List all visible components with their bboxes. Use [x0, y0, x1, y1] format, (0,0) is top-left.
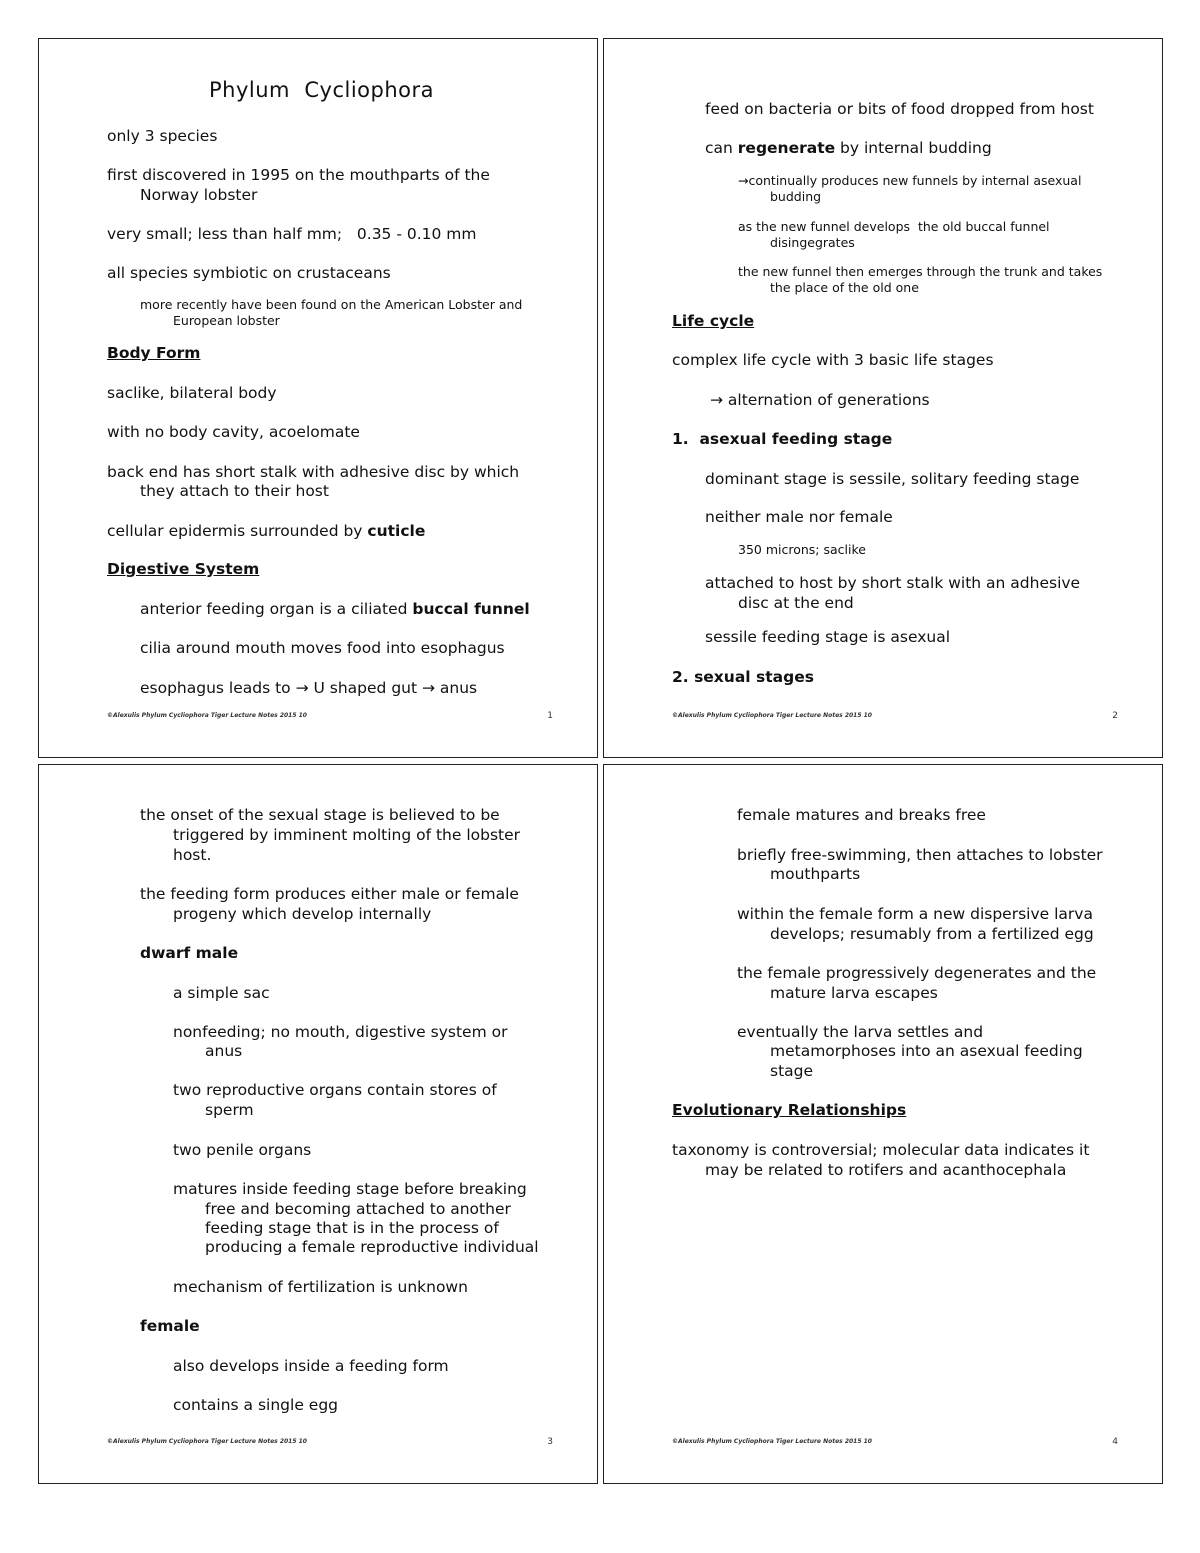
slide-2	[603, 38, 1163, 758]
slide-footer: ©Alexulis Phylum Cycliophora Tiger Lecture Notes 2015 10	[107, 712, 307, 719]
text-line: disc at the end	[738, 594, 854, 612]
text-line: they attach to their host	[140, 482, 329, 500]
text-line: with no body cavity, acoelomate	[107, 423, 360, 441]
text-line: taxonomy is controversial; molecular data indicates it	[672, 1141, 1090, 1159]
slide-1	[38, 38, 598, 758]
subsection-heading: dwarf male	[140, 944, 239, 962]
text-line: producing a female reproductive individual	[205, 1238, 539, 1256]
text-line: the place of the old one	[770, 280, 919, 295]
slide-footer: ©Alexulis Phylum Cycliophora Tiger Lecture Notes 2015 10	[672, 1438, 872, 1445]
text-line: only 3 species	[107, 127, 218, 145]
text-line: first discovered in 1995 on the mouthparts of the	[107, 166, 490, 184]
text-line: very small; less than half mm; 0.35 - 0.10 mm	[107, 225, 477, 243]
text-line: also develops inside a feeding form	[173, 1357, 449, 1375]
stage-heading: 2. sexual stages	[672, 668, 814, 686]
text-line: European lobster	[173, 313, 280, 328]
text-line: matures inside feeding stage before breaking	[173, 1180, 527, 1198]
text-line: stage	[770, 1062, 814, 1080]
text-line: neither male nor female	[705, 508, 893, 526]
text-line: 350 microns; saclike	[738, 542, 866, 557]
text-line: contains a single egg	[173, 1396, 338, 1414]
page-number: 4	[1112, 1437, 1118, 1447]
slide-footer: ©Alexulis Phylum Cycliophora Tiger Lecture Notes 2015 10	[672, 712, 872, 719]
text-line: as the new funnel develops the old buccal funnel	[738, 219, 1050, 234]
text-line: feeding stage that is in the process of	[205, 1219, 499, 1237]
text-line: sessile feeding stage is asexual	[705, 628, 951, 646]
text-line: back end has short stalk with adhesive disc by which	[107, 463, 520, 481]
slide-4	[603, 764, 1163, 1484]
text-line: eventually the larva settles and	[737, 1023, 984, 1041]
text-line: cellular epidermis surrounded by cuticle	[107, 522, 426, 540]
text-line: budding	[770, 189, 822, 204]
text-line: two reproductive organs contain stores of	[173, 1081, 497, 1099]
text-line: may be related to rotifers and acanthocephala	[705, 1161, 1067, 1179]
text-line: within the female form a new dispersive larva	[737, 905, 1093, 923]
text-line: progeny which develop internally	[173, 905, 432, 923]
text-line: two penile organs	[173, 1141, 312, 1159]
text-line: disingegrates	[770, 235, 855, 250]
text-line: the female progressively degenerates and the	[737, 964, 1097, 982]
section-heading: Digestive System	[107, 560, 260, 578]
text-line: all species symbiotic on crustaceans	[107, 264, 391, 282]
section-heading: Evolutionary Relationships	[672, 1101, 907, 1119]
text-line: dominant stage is sessile, solitary feeding stage	[705, 470, 1080, 488]
text-line: free and becoming attached to another	[205, 1200, 511, 1218]
text-line: complex life cycle with 3 basic life stages	[672, 351, 994, 369]
stage-heading: 1. asexual feeding stage	[672, 430, 893, 448]
page-number: 3	[547, 1437, 553, 1447]
text-line: cilia around mouth moves food into esophagus	[140, 639, 505, 657]
text-line: saclike, bilateral body	[107, 384, 277, 402]
text-line: feed on bacteria or bits of food dropped from host	[705, 100, 1094, 118]
text-line: mechanism of fertilization is unknown	[173, 1278, 468, 1296]
text-line: briefly free-swimming, then attaches to lobster	[737, 846, 1103, 864]
text-line: anus	[205, 1042, 243, 1060]
text-line: host.	[173, 846, 212, 864]
text-line: triggered by imminent molting of the lobster	[173, 826, 521, 844]
text-line: mouthparts	[770, 865, 861, 883]
page-number: 2	[1112, 711, 1118, 721]
text-line: sperm	[205, 1101, 254, 1119]
text-line: the onset of the sexual stage is believed to be	[140, 806, 500, 824]
text-line: Norway lobster	[140, 186, 258, 204]
text-line: esophagus leads to → U shaped gut → anus	[140, 679, 478, 697]
text-line: can regenerate by internal budding	[705, 139, 992, 157]
text-line: female matures and breaks free	[737, 806, 986, 824]
slide-3	[38, 764, 598, 1484]
text-line: →continually produces new funnels by internal asexual	[738, 173, 1082, 188]
slide-title: Phylum Cycliophora	[209, 78, 434, 102]
section-heading: Body Form	[107, 344, 201, 362]
text-line: attached to host by short stalk with an adhesive	[705, 574, 1081, 592]
text-line: the feeding form produces either male or female	[140, 885, 519, 903]
text-line: the new funnel then emerges through the trunk and takes	[738, 264, 1103, 279]
text-line: mature larva escapes	[770, 984, 938, 1002]
subsection-heading: female	[140, 1317, 200, 1335]
slide-footer: ©Alexulis Phylum Cycliophora Tiger Lecture Notes 2015 10	[107, 1438, 307, 1445]
text-line: metamorphoses into an asexual feeding	[770, 1042, 1083, 1060]
section-heading: Life cycle	[672, 312, 755, 330]
text-line: a simple sac	[173, 984, 270, 1002]
text-line: nonfeeding; no mouth, digestive system or	[173, 1023, 508, 1041]
text-line: develops; resumably from a fertilized egg	[770, 925, 1094, 943]
text-line: → alternation of generations	[710, 391, 930, 409]
text-line: anterior feeding organ is a ciliated buccal funnel	[140, 600, 530, 618]
text-line: more recently have been found on the American Lobster and	[140, 297, 523, 312]
page-number: 1	[547, 711, 553, 721]
